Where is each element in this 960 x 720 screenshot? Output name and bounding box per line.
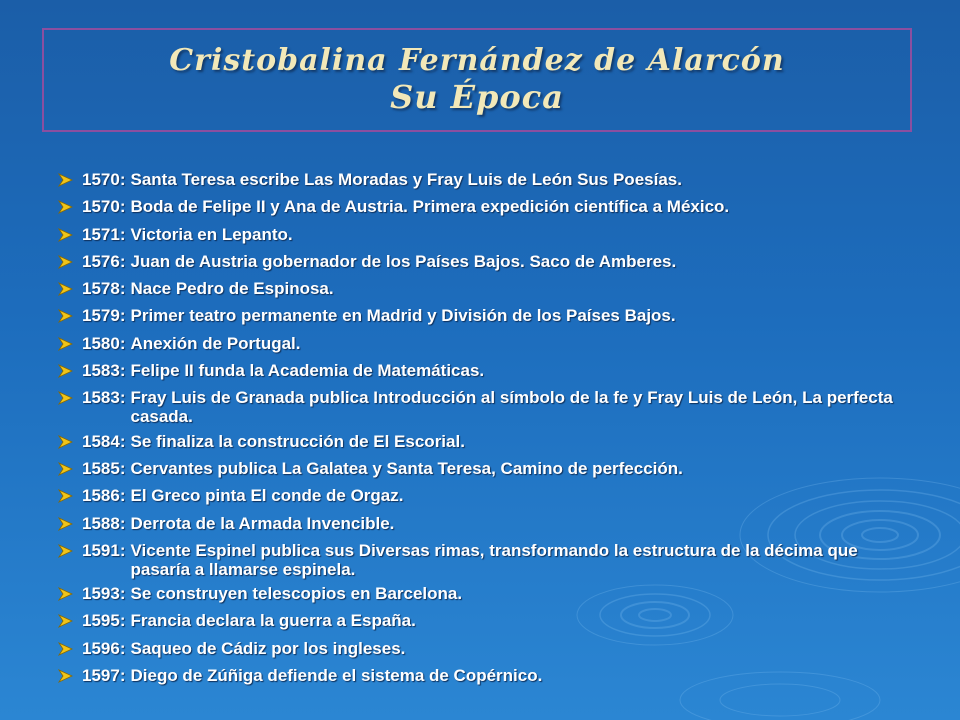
timeline-item <box>58 225 918 247</box>
arrow-bullet-icon <box>58 361 82 383</box>
arrow-bullet-icon <box>58 541 82 563</box>
title-frame <box>42 28 912 132</box>
slide-subtitle: Su Época <box>390 77 564 116</box>
event-text: Francia declara la guerra a España. <box>130 611 416 631</box>
event-text: Fray Luis de Granada publica Introducción al símbolo de la fe y Fray Luis de León, La perfecta casada. <box>130 388 893 427</box>
arrow-bullet-icon <box>58 306 82 328</box>
event-text: Victoria en Lepanto. <box>130 224 293 244</box>
event-text: Vicente Espinel publica sus Diversas rimas, transformando la estructura de la décima que pasaría a llamarse espinela. <box>130 540 858 579</box>
arrow-bullet-icon <box>58 486 82 508</box>
arrow-bullet-icon <box>58 334 82 356</box>
event-year: 1576: <box>82 251 126 271</box>
event-year: 1571: <box>82 224 126 244</box>
event-text: Santa Teresa escribe Las Moradas y Fray Luis de León Sus Poesías. <box>130 170 682 189</box>
arrow-bullet-icon <box>58 639 82 661</box>
timeline-list <box>58 170 918 693</box>
timeline-item <box>58 459 918 481</box>
timeline-item <box>58 170 918 192</box>
timeline-item <box>58 388 918 426</box>
event-text: Juan de Austria gobernador de los Países Bajos. Saco de Amberes. <box>130 251 677 271</box>
timeline-item <box>58 486 918 508</box>
event-year: 1570: <box>82 197 126 217</box>
timeline-item <box>58 541 918 579</box>
event-text: Anexión de Portugal. <box>130 333 301 353</box>
timeline-item <box>58 584 918 606</box>
event-year: 1596: <box>82 638 126 658</box>
event-text: Saqueo de Cádiz por los ingleses. <box>130 638 406 658</box>
timeline-item <box>58 611 918 633</box>
event-year: 1570: <box>82 170 126 189</box>
event-text: Felipe II funda la Academia de Matemáticas. <box>130 361 485 381</box>
arrow-bullet-icon <box>58 584 82 606</box>
arrow-bullet-icon <box>58 252 82 274</box>
slide-title: Cristobalina Fernández de Alarcón <box>169 43 785 79</box>
timeline-item <box>58 639 918 661</box>
arrow-bullet-icon <box>58 388 82 410</box>
timeline-item <box>58 432 918 454</box>
event-year: 1579: <box>82 306 126 326</box>
arrow-bullet-icon <box>58 197 82 219</box>
timeline-item <box>58 279 918 301</box>
arrow-bullet-icon <box>58 459 82 481</box>
timeline-item <box>58 334 918 356</box>
arrow-bullet-icon <box>58 225 82 247</box>
event-text: Primer teatro permanente en Madrid y División de los Países Bajos. <box>130 306 676 326</box>
event-year: 1585: <box>82 458 126 478</box>
event-text: Diego de Zúñiga defiende el sistema de Copérnico. <box>130 666 543 686</box>
arrow-bullet-icon <box>58 666 82 688</box>
event-year: 1580: <box>82 333 126 353</box>
event-text: Se construyen telescopios en Barcelona. <box>130 584 463 604</box>
arrow-bullet-icon <box>58 611 82 633</box>
event-year: 1583: <box>82 361 126 381</box>
arrow-bullet-icon <box>58 432 82 454</box>
event-year: 1591: <box>82 540 126 560</box>
event-text: Boda de Felipe II y Ana de Austria. Primera expedición científica a México. <box>130 197 730 217</box>
event-text: Cervantes publica La Galatea y Santa Teresa, Camino de perfección. <box>130 458 683 478</box>
arrow-bullet-icon <box>58 279 82 301</box>
event-text: El Greco pinta El conde de Orgaz. <box>130 486 404 506</box>
event-year: 1584: <box>82 431 126 451</box>
timeline-item <box>58 361 918 383</box>
event-year: 1595: <box>82 611 126 631</box>
event-year: 1593: <box>82 584 126 604</box>
event-year: 1597: <box>82 666 126 686</box>
event-year: 1588: <box>82 513 126 533</box>
event-year: 1583: <box>82 388 126 408</box>
event-year: 1578: <box>82 279 126 299</box>
event-text: Nace Pedro de Espinosa. <box>130 279 334 299</box>
timeline-item <box>58 666 918 688</box>
arrow-bullet-icon <box>58 170 82 192</box>
arrow-bullet-icon <box>58 514 82 536</box>
timeline-item <box>58 514 918 536</box>
timeline-item <box>58 306 918 328</box>
event-text: Derrota de la Armada Invencible. <box>130 513 395 533</box>
event-year: 1586: <box>82 486 126 506</box>
timeline-item <box>58 252 918 274</box>
timeline-item <box>58 197 918 219</box>
event-text: Se finaliza la construcción de El Escorial. <box>130 431 465 451</box>
